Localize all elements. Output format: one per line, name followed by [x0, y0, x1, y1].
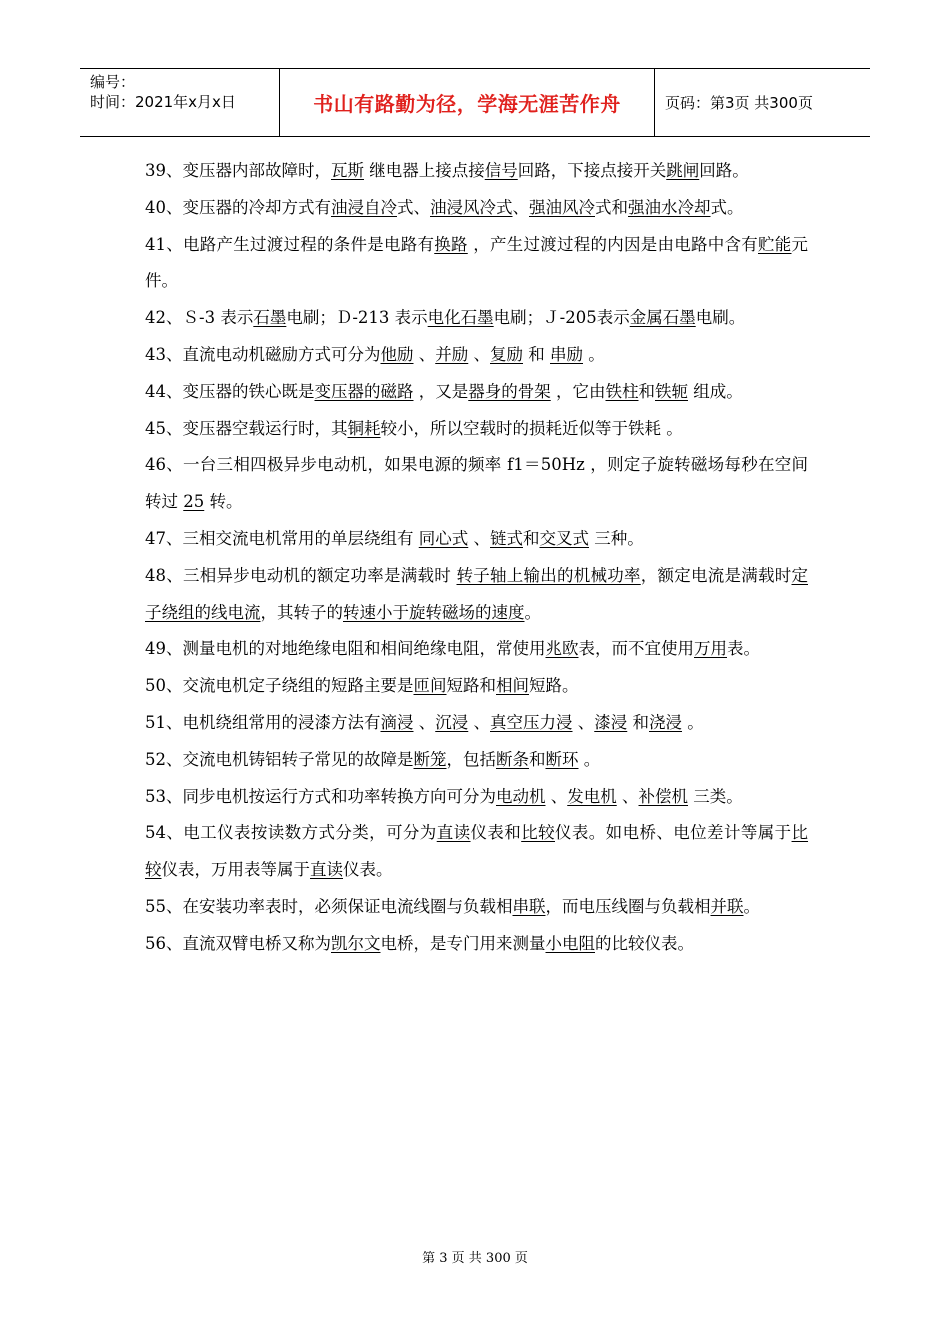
answer-blank: 凯尔文 — [331, 933, 381, 953]
question-item — [145, 337, 808, 374]
answer-blank: 直读 — [310, 860, 343, 880]
answer-blank: 万用 — [694, 639, 727, 659]
question-text: 、 — [468, 712, 490, 732]
page-footer: 第 3 页 共 300 页 — [422, 1251, 528, 1266]
answer-blank: 兆欧 — [545, 639, 579, 659]
answer-blank: 比较 — [521, 823, 555, 843]
answer-blank: 电化石墨 — [427, 308, 494, 328]
answer-blank: 断条 — [496, 749, 529, 769]
question-text: 44、变压器的铁心既是 — [145, 381, 315, 401]
question-text: 转。 — [204, 492, 243, 512]
question-text: 47、三相交流电机常用的单层绕组有 — [145, 528, 419, 548]
answer-blank: 浇浸 — [649, 712, 682, 732]
question-item — [145, 374, 808, 411]
question-text: 仪表和 — [470, 823, 522, 843]
question-text: 式、 — [397, 197, 430, 217]
question-item — [145, 300, 808, 337]
answer-blank: 信号 — [484, 161, 518, 180]
question-text: ，又是 — [413, 381, 469, 401]
question-text: 55、在安装功率表时，必须保证电流线圈与负载相 — [145, 896, 513, 916]
answer-blank: 电动机 — [496, 786, 546, 806]
answer-blank: 变压器的磁路 — [314, 381, 414, 401]
answer-blank: 石墨 — [253, 308, 287, 328]
question-item — [145, 926, 808, 963]
answer-blank: 匝间 — [413, 676, 447, 696]
header-meta — [80, 69, 280, 136]
answer-blank: 转速小于旋转磁场的速度 — [343, 602, 525, 622]
question-text: 组成。 — [688, 381, 743, 401]
answer-blank: 滴浸 — [380, 712, 414, 732]
number-label: 编号： — [90, 73, 136, 91]
answer-blank: 定子绕组的线电流 — [145, 565, 808, 622]
question-item — [145, 742, 808, 779]
question-text: ，包括 — [446, 749, 496, 769]
answer-blank: 油浸自冷 — [331, 197, 397, 217]
answer-blank: 断笼 — [413, 749, 447, 769]
answer-blank: 串联 — [512, 896, 546, 916]
answer-blank: 漆浸 — [594, 712, 628, 732]
page-header — [80, 68, 870, 137]
question-item — [145, 190, 808, 227]
answer-blank: 串励 — [550, 344, 583, 364]
header-motto: 书山有路勤为径，学海无涯苦作舟 — [280, 69, 655, 136]
question-item — [145, 631, 808, 668]
question-text: ，产生过渡过程的内因是由电路中含有 — [467, 234, 758, 254]
question-text: 继电器上接点接 — [364, 161, 485, 180]
question-text: 仪表。如电桥、电位差计等属于 — [555, 823, 792, 843]
answer-blank: 复励 — [490, 344, 523, 364]
question-text: 52、交流电机铸铝转子常见的故障是 — [145, 749, 414, 769]
question-text: 短路和 — [446, 676, 496, 696]
question-text: 、 — [512, 197, 529, 217]
question-item — [145, 153, 808, 190]
question-text: 。 — [583, 344, 605, 364]
question-text: 40、变压器的冷却方式有 — [145, 197, 331, 217]
question-text: 、 — [413, 712, 436, 732]
question-text: 三类。 — [688, 786, 743, 806]
answer-blank: 并励 — [435, 344, 469, 364]
question-text: 和 — [529, 749, 546, 769]
answer-blank: 强油水冷却 — [628, 197, 711, 217]
question-text: 仪表。 — [343, 860, 393, 880]
question-text: 53、同步电机按运行方式和功率转换方向可分为 — [145, 786, 496, 806]
answer-blank: 真空压力浸 — [490, 712, 573, 732]
question-text: 48、三相异步电动机的额定功率是满载时 — [145, 565, 457, 585]
question-text: 和 — [523, 528, 540, 548]
answer-blank: 瓦斯 — [331, 161, 364, 180]
question-text: 。 — [524, 602, 541, 622]
answer-blank: 器身的骨架 — [468, 381, 551, 401]
question-text: 三种。 — [589, 528, 644, 548]
question-text: 49、测量电机的对地绝缘电阻和相间绝缘电阻，常使用 — [145, 639, 546, 659]
question-item — [145, 558, 808, 632]
question-text: 电刷；Ｄ-213 表示 — [286, 308, 428, 328]
question-text: 仪表，万用表等属于 — [161, 860, 310, 880]
question-text: 50、交流电机定子绕组的短路主要是 — [145, 676, 414, 696]
question-text: 电刷。 — [695, 308, 746, 328]
question-text: 和 — [638, 381, 655, 401]
question-text: 39、变压器内部故障时， — [145, 161, 331, 180]
question-text: 、 — [468, 528, 490, 548]
question-text: ，而电压线圈与负载相 — [545, 896, 711, 916]
question-text: 表。 — [727, 639, 760, 659]
question-text: 56、直流双臂电桥又称为 — [145, 933, 331, 953]
question-text: ，它由 — [550, 381, 606, 401]
answer-blank: 转子轴上输出的机械功率 — [456, 565, 641, 585]
question-text: 表，而不宜使用 — [578, 639, 694, 659]
answer-blank: 25 — [183, 492, 205, 512]
question-item — [145, 815, 808, 889]
answer-blank: 沉浸 — [435, 712, 469, 732]
question-text: 。 — [682, 712, 704, 732]
answer-blank: 比较 — [145, 823, 809, 880]
question-text: 、 — [572, 712, 595, 732]
answer-blank: 断环 — [545, 749, 579, 769]
question-list — [145, 153, 808, 963]
question-text: ，额定电流是满载时 — [640, 565, 792, 585]
question-text: 短路。 — [529, 676, 579, 696]
question-text: 式。 — [710, 197, 744, 217]
question-text: 回路，下接点接开关 — [517, 161, 667, 180]
header-page-info: 页码：第3页 共300页 — [665, 94, 813, 112]
answer-blank: 换路 — [434, 234, 468, 254]
answer-blank: 链式 — [490, 528, 523, 548]
question-item — [145, 889, 808, 926]
answer-blank: 金属石墨 — [629, 308, 696, 328]
answer-blank: 强油风冷 — [529, 197, 595, 217]
answer-blank: 补偿机 — [638, 786, 688, 806]
answer-blank: 直读 — [436, 823, 471, 843]
question-text: 和 — [523, 344, 550, 364]
question-text: 、 — [468, 344, 490, 364]
answer-blank: 铁轭 — [655, 381, 688, 401]
answer-blank: 相间 — [496, 676, 529, 696]
answer-blank: 跳闸 — [666, 161, 700, 180]
question-text: 、 — [413, 344, 436, 364]
question-item — [145, 227, 808, 301]
question-text: 42、Ｓ-3 表示 — [145, 308, 254, 328]
question-text: 式和 — [595, 197, 628, 217]
question-text: 元件。 — [145, 234, 808, 291]
question-text: 电桥，是专门用来测量 — [380, 933, 546, 953]
question-item — [145, 705, 808, 742]
answer-blank: 他励 — [380, 344, 414, 364]
question-text: 的比较仪表。 — [595, 933, 694, 953]
answer-blank: 交叉式 — [539, 528, 589, 548]
answer-blank: 发电机 — [567, 786, 617, 806]
question-text: 46、一台三相四极异步电动机，如果电源的频率 f1＝50Hz ，则定子旋转磁场每秒在空间转过 — [145, 455, 808, 512]
question-text: 45、变压器空载运行时，其 — [145, 418, 348, 438]
answer-blank: 铁柱 — [605, 381, 639, 401]
question-text: 43、直流电动机磁励方式可分为 — [145, 344, 381, 364]
question-text: 41、电路产生过渡过程的条件是电路有 — [145, 234, 435, 254]
question-text: 电刷；Ｊ-205表示 — [493, 308, 630, 328]
question-item — [145, 668, 808, 705]
question-item — [145, 447, 808, 521]
question-text: ，其转子的 — [260, 602, 343, 622]
question-item — [145, 411, 808, 448]
question-item — [145, 779, 808, 816]
answer-blank: 铜耗 — [347, 418, 381, 438]
question-text: 。 — [578, 749, 601, 769]
question-item — [145, 521, 808, 558]
answer-blank: 油浸风冷式 — [430, 197, 513, 217]
answer-blank: 小电阻 — [545, 933, 595, 953]
time-label: 时间：2021年x月x日 — [90, 93, 236, 111]
question-text: 。 — [743, 896, 760, 916]
question-text: 和 — [627, 712, 649, 732]
answer-blank: 同心式 — [418, 528, 469, 548]
question-text: 54、电工仪表按读数方式分类，可分为 — [145, 823, 437, 843]
question-text: 回路。 — [699, 161, 749, 180]
question-text: 较小，所以空载时的损耗近似等于铁耗 。 — [380, 418, 683, 438]
question-text: 、 — [545, 786, 568, 806]
question-text: 51、电机绕组常用的浸漆方法有 — [145, 712, 381, 732]
answer-blank: 并联 — [710, 896, 744, 916]
question-text: 、 — [616, 786, 639, 806]
answer-blank: 贮能 — [758, 234, 792, 254]
